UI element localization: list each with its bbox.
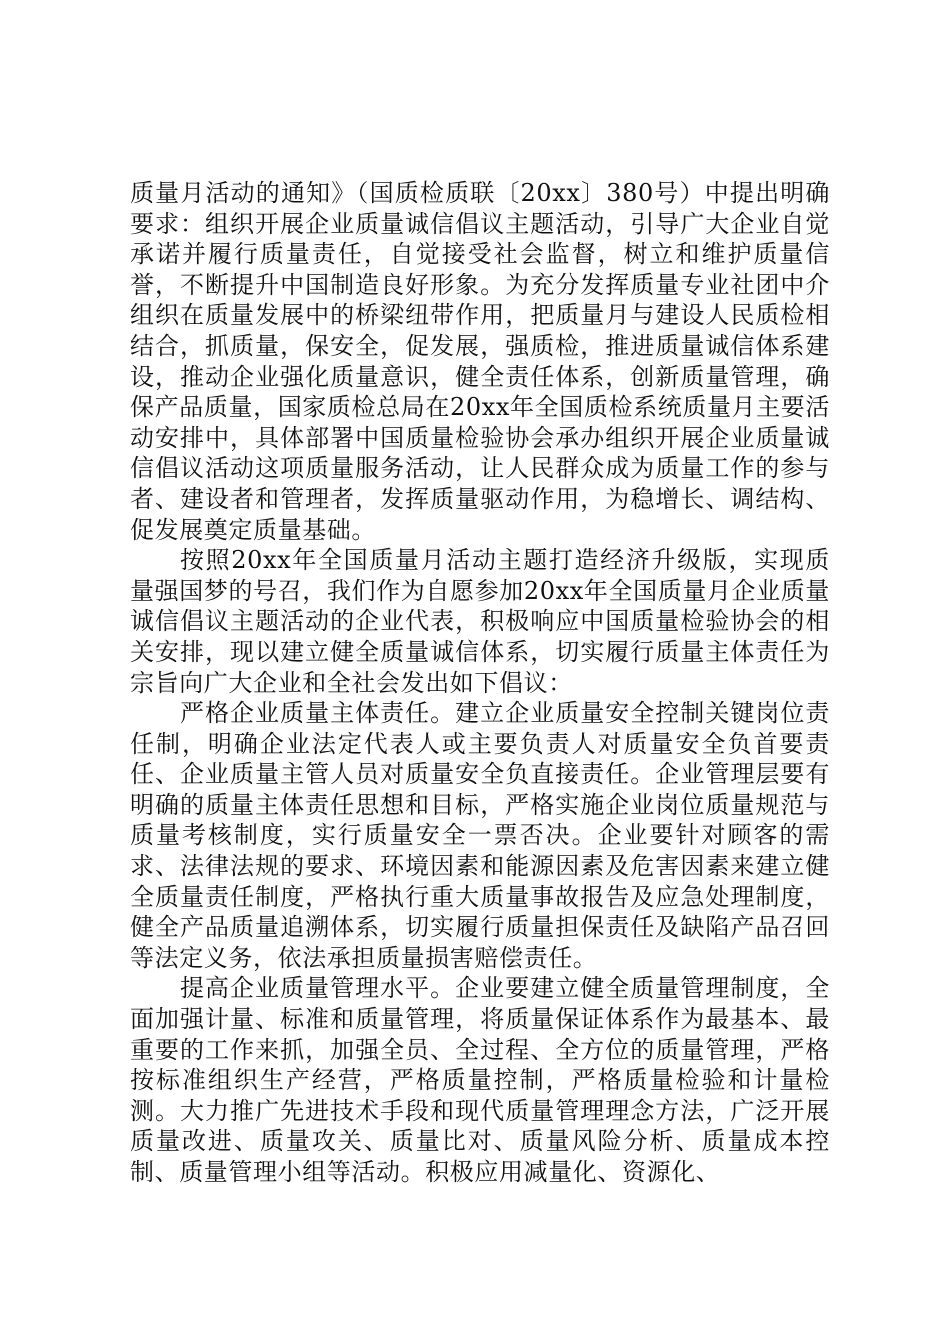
paragraph-1: 质量月活动的通知》（国质检质联〔20xx〕380号）中提出明确要求：组织开展企业质量诚信倡议主题活动，引导广大企业自觉承诺并履行质量责任，自觉接受社会监督，树立和维护质量信誉，不断提升中国制造良好形象。为充分发挥质量专业社团中介组织在质量发展中的桥梁纽带作用，把质量月与建设人民质检相结合，抓质量，保安全，促发展，强质检，推进质量诚信体系建设，推动企业强化质量意识，健全责任体系，创新质量管理，确保产品质量，国家质检总局在20xx年全国质检系统质量月主要活动安排中，具体部署中国质量检验协会承办组织开展企业质量诚信倡议活动这项质量服务活动，让人民群众成为质量工作的参与者、建设者和管理者，发挥质量驱动作用，为稳增长、调结构、促发展奠定质量基础。 <box>130 179 830 544</box>
document-body <box>130 178 830 1188</box>
paragraph-2: 按照20xx年全国质量月活动主题打造经济升级版，实现质量强国梦的号召，我们作为自愿参加20xx年全国质量月企业质量诚信倡议主题活动的企业代表，积极响应中国质量检验协会的相关安排，现以建立健全质量诚信体系，切实履行质量主体责任为宗旨向广大企业和全社会发出如下倡议： <box>130 546 830 697</box>
paragraph-3: 严格企业质量主体责任。建立企业质量安全控制关键岗位责任制，明确企业法定代表人或主要负责人对质量安全负首要责任、企业质量主管人员对质量安全负直接责任。企业管理层要有明确的质量主体责任思想和目标，严格实施企业岗位质量规范与质量考核制度，实行质量安全一票否决。企业要针对顾客的需求、法律法规的要求、环境因素和能源因素及危害因素来建立健全质量责任制度，严格执行重大质量事故报告及应急处理制度，健全产品质量追溯体系，切实履行质量担保责任及缺陷产品召回等法定义务，依法承担质量损害赔偿责任。 <box>130 699 830 972</box>
paragraph-4: 提高企业质量管理水平。企业要建立健全质量管理制度，全面加强计量、标准和质量管理，将质量保证体系作为最基本、最重要的工作来抓，加强全员、全过程、全方位的质量管理，严格按标准组织生产经营，严格质量控制，严格质量检验和计量检测。大力推广先进技术手段和现代质量管理理念方法，广泛开展质量改进、质量攻关、质量比对、质量风险分析、质量成本控制、质量管理小组等活动。积极应用减量化、资源化、 <box>130 974 830 1186</box>
